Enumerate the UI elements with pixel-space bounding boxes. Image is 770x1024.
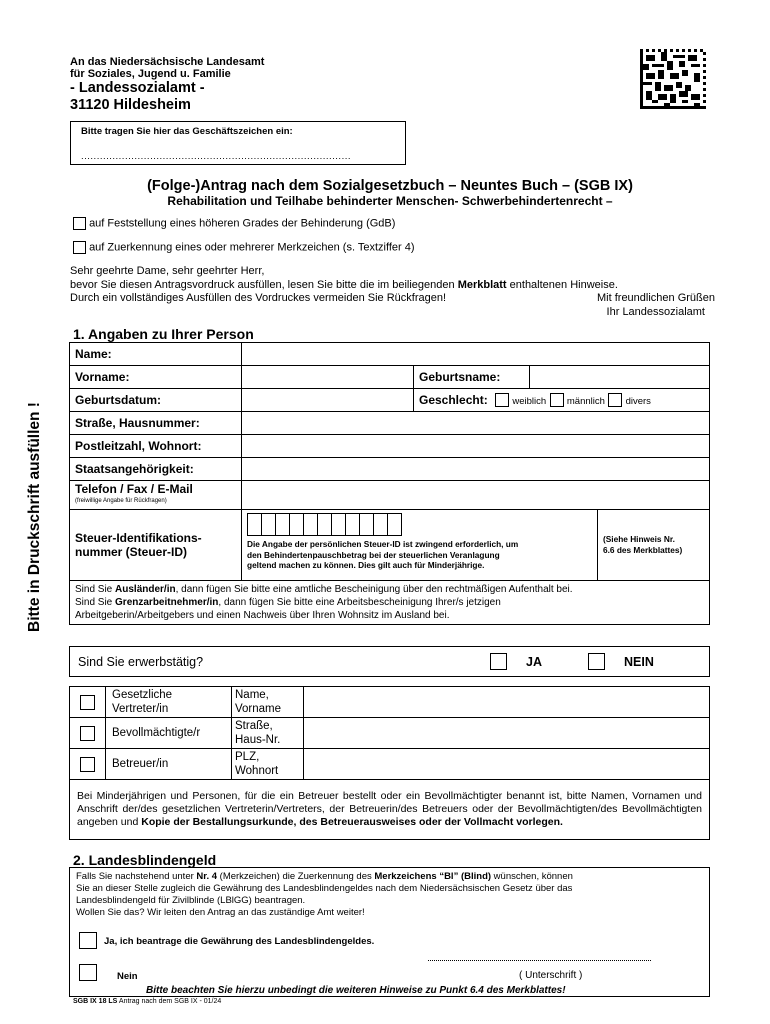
blindengeld-no-label: Nein (117, 971, 138, 982)
recipient-address (70, 57, 264, 113)
betreuer-checkbox[interactable] (80, 757, 95, 772)
steuer-id-digits[interactable] (247, 513, 592, 536)
strasse-label: Straße, Hausnummer: (70, 412, 242, 435)
rep-address-input[interactable] (304, 718, 710, 749)
option-gdb[interactable] (73, 217, 395, 230)
intro-note: Durch ein vollständiges Ausfüllen des Vordruckes vermeiden Sie Rückfragen! (70, 292, 447, 304)
weiblich-checkbox[interactable] (495, 393, 509, 407)
divers-label: divers (625, 395, 651, 407)
employment-no-label: NEIN (624, 655, 654, 669)
option-merkzeichen-label: auf Zuerkennung eines oder mehrerer Merkzeichen (s. Textziffer 4) (89, 241, 415, 254)
merkblatt-bold: Merkblatt (457, 278, 507, 291)
form-title: (Folge-)Antrag nach dem Sozialgesetzbuch – Neuntes Buch – (SGB IX) (147, 178, 633, 194)
form-version: Antrag nach dem SGB IX - 01/24 (118, 998, 222, 1005)
blindengeld-no-checkbox[interactable] (79, 964, 97, 981)
foreign-bold: Ausländer/in (115, 584, 176, 595)
intro-line-end: enthaltenen Hinweise. (506, 278, 618, 291)
cross-line-2: Arbeitgeberin/Arbeitgebers und einen Nachweis über Ihren Wohnsitz im Ausland bei. (75, 610, 450, 621)
name-input[interactable] (242, 343, 710, 366)
bg-line: Sie an dieser Stelle zugleich die Gewährung des Landesblindengeldes nach dem Niedersächsischen Gesetz über das (76, 883, 573, 894)
employment-yes-label: JA (526, 655, 542, 669)
geburtsdatum-label: Geburtsdatum: (70, 389, 242, 412)
blindengeld-yes-label: Ja, ich beantrage die Gewährung des Landesblindengeldes. (104, 936, 375, 947)
form-code: SGB IX 18 LS (73, 998, 118, 1005)
option-gdb-label: auf Feststellung eines höheren Grades der Behinderung (GdB) (89, 217, 396, 230)
address-line-3: - Landessozialamt - (70, 80, 205, 96)
rep-role-cell (106, 687, 232, 718)
digit-box[interactable] (387, 513, 402, 536)
signature-line[interactable] (428, 960, 651, 961)
rep-role: Betreuer/in (112, 758, 169, 770)
cross-text: Sind Sie (75, 597, 116, 608)
bg-bold: Nr. 4 (196, 871, 218, 882)
section-2-heading: 2. Landesblindengeld (73, 852, 217, 868)
maennlich-checkbox[interactable] (550, 393, 564, 407)
cross-bold: Grenzarbeitnehmer/in (115, 597, 219, 608)
steuer-note-line: Die Angabe der persönlichen Steuer-ID ist zwingend erforderlich, um (247, 539, 519, 549)
footer (73, 998, 221, 1005)
form-subtitle: Rehabilitation und Teilhabe behinderter Menschen- Schwerbehindertenrecht – (167, 194, 613, 208)
intro-text (70, 265, 715, 319)
datamatrix-code (640, 48, 706, 110)
print-instruction-vertical: Bitte in Druckschrift ausfüllen ! (26, 402, 43, 632)
steuer-label-line2: nummer (Steuer-ID) (75, 545, 188, 559)
rep-checkbox-cell (70, 749, 106, 780)
signature-label: ( Unterschrift ) (519, 970, 583, 981)
employment-yes-checkbox[interactable] (490, 653, 507, 670)
geburtsdatum-input[interactable] (242, 389, 414, 412)
reference-input-line[interactable]: ...................................................................................... (81, 151, 351, 162)
digit-box[interactable] (303, 513, 318, 536)
telefon-label-cell (70, 481, 242, 510)
geschlecht-label: Geschlecht: (419, 392, 488, 407)
rep-note-text: Bei Minderjährigen und Personen, für die ein Betreuer bestellt oder ein Bevollmächtigter benannt ist, bitte Namen, Vornamen und Anschrift der/des gesetzlichen Vertreterin/Vertreters, der Betreuerin/des Betreuers oder der Bevollmächtigten/des Bevollmächtigten angeben und (77, 789, 702, 829)
telefon-note: (freiwillige Angabe für Rückfragen) (75, 498, 167, 504)
hint-line-2: 6.6 des Merkblattes) (602, 545, 683, 555)
foreign-text-end: , dann fügen Sie bitte eine amtliche Bescheinigung über den rechtmäßigen Aufenthalt bei. (175, 584, 573, 595)
telefon-input[interactable] (242, 481, 710, 510)
steuer-note (247, 539, 592, 571)
rep-field: Haus-Nr. (235, 734, 281, 746)
digit-box[interactable] (261, 513, 276, 536)
rep-role-cell (106, 718, 232, 749)
blindengeld-warning: Bitte beachten Sie hierzu unbedingt die weiteren Hinweise zu Punkt 6.4 des Merkblattes! (146, 985, 566, 996)
bg-text: (Merkzeichen) die Zuerkennung des (217, 871, 375, 882)
rep-field: Name, (235, 689, 269, 701)
reference-label: Bitte tragen Sie hier das Geschäftszeichen ein: (81, 126, 293, 137)
gender-field (414, 389, 710, 412)
blindengeld-yes-checkbox[interactable] (79, 932, 97, 949)
geburtsname-input[interactable] (530, 366, 710, 389)
address-line-1: An das Niedersächsische Landesamt (70, 56, 265, 68)
rep-checkbox-cell (70, 687, 106, 718)
steuer-label-line1: Steuer-Identifikations- (75, 531, 202, 545)
address-line-2: für Soziales, Jugend u. Familie (70, 67, 231, 80)
digit-box[interactable] (247, 513, 262, 536)
rep-checkbox-cell (70, 718, 106, 749)
divers-checkbox[interactable] (608, 393, 622, 407)
rep-role: Vertreter/in (112, 703, 169, 715)
bg-text: Falls Sie nachstehend unter (76, 871, 197, 882)
bevollmaechtigter-checkbox[interactable] (80, 726, 95, 741)
section-1-heading: 1. Angaben zu Ihrer Person (73, 326, 254, 342)
address-line-4: 31120 Hildesheim (70, 96, 191, 113)
bg-bold: Merkzeichens “Bl” (Blind) (374, 871, 492, 882)
rep-role-cell (106, 749, 232, 780)
rep-name-input[interactable] (304, 687, 710, 718)
rep-role: Bevollmächtigte/r (112, 727, 201, 739)
staat-label: Staatsangehörigkeit: (70, 458, 242, 481)
blindengeld-text (76, 871, 706, 919)
gdb-checkbox[interactable] (73, 217, 86, 230)
digit-box[interactable] (289, 513, 304, 536)
maennlich-label: männlich (566, 395, 605, 407)
digit-box[interactable] (331, 513, 346, 536)
merkzeichen-checkbox[interactable] (73, 241, 86, 254)
personal-data-table (69, 342, 710, 625)
reference-number-box[interactable] (70, 121, 406, 165)
hint-line-1: (Siehe Hinweis Nr. (602, 534, 675, 544)
rep-field-cell (232, 687, 304, 718)
digit-box[interactable] (373, 513, 388, 536)
employment-no-checkbox[interactable] (588, 653, 605, 670)
foreign-text: Sind Sie (75, 584, 116, 595)
rep-field: PLZ, (235, 751, 260, 763)
bg-line: Landesblindengeld für Zivilblinde (LBlGG) beantragen. (76, 895, 306, 906)
rep-city-input[interactable] (304, 749, 710, 780)
staat-input[interactable] (242, 458, 710, 481)
vorname-label: Vorname: (70, 366, 242, 389)
bg-line: Wollen Sie das? Wir leiten den Antrag an das zuständige Amt weiter! (76, 907, 365, 918)
digit-box[interactable] (359, 513, 374, 536)
telefon-label: Telefon / Fax / E-Mail (75, 482, 193, 496)
steuer-label-cell (70, 510, 242, 581)
digit-box[interactable] (317, 513, 332, 536)
digit-box[interactable] (345, 513, 360, 536)
option-merkzeichen[interactable] (73, 241, 415, 254)
plz-label: Postleitzahl, Wohnort: (70, 435, 242, 458)
vorname-input[interactable] (242, 366, 414, 389)
closing-signature: Ihr Landessozialamt (606, 305, 705, 318)
rep-field-cell (232, 749, 304, 780)
representative-table (69, 686, 710, 840)
cross-text-end: , dann fügen Sie bitte eine Arbeitsbescheinigung Ihrer/s jetzigen (218, 597, 501, 608)
representative-note (70, 780, 710, 840)
steuer-hint (597, 510, 709, 581)
closing: Mit freundlichen Grüßen (597, 292, 715, 304)
geburtsname-label: Geburtsname: (414, 366, 530, 389)
gesetzlicher-vertreter-checkbox[interactable] (80, 695, 95, 710)
greeting: Sehr geehrte Dame, sehr geehrter Herr, (70, 265, 265, 277)
rep-field: Vorname (235, 703, 282, 715)
strasse-input[interactable] (242, 412, 710, 435)
plz-input[interactable] (242, 435, 710, 458)
digit-box[interactable] (275, 513, 290, 536)
employment-question: Sind Sie erwerbstätig? (78, 655, 204, 669)
steuer-note-line: geltend machen zu können. Dies gilt auch für Minderjährige. (247, 560, 485, 570)
rep-field-cell (232, 718, 304, 749)
steuer-note-line: den Behindertenpauschbetrag bei der steuerlichen Veranlagung (247, 549, 500, 560)
intro-line: bevor Sie diesen Antragsvordruck ausfüllen, lesen Sie bitte die im beiliegenden (70, 278, 458, 291)
blindengeld-box (69, 867, 710, 997)
foreigner-note (70, 581, 710, 625)
rep-field: Wohnort (235, 765, 279, 777)
name-label: Name: (70, 343, 242, 366)
weiblich-label: weiblich (512, 395, 547, 407)
rep-field: Straße, (235, 720, 273, 732)
rep-role: Gesetzliche (112, 689, 173, 701)
employment-box (69, 646, 710, 677)
bg-text: wünschen, können (491, 871, 573, 882)
steuer-id-cell (242, 510, 598, 581)
rep-note-bold: Kopie der Bestallungsurkunde, des Betreuerausweises oder der Vollmacht vorlegen. (141, 816, 563, 829)
